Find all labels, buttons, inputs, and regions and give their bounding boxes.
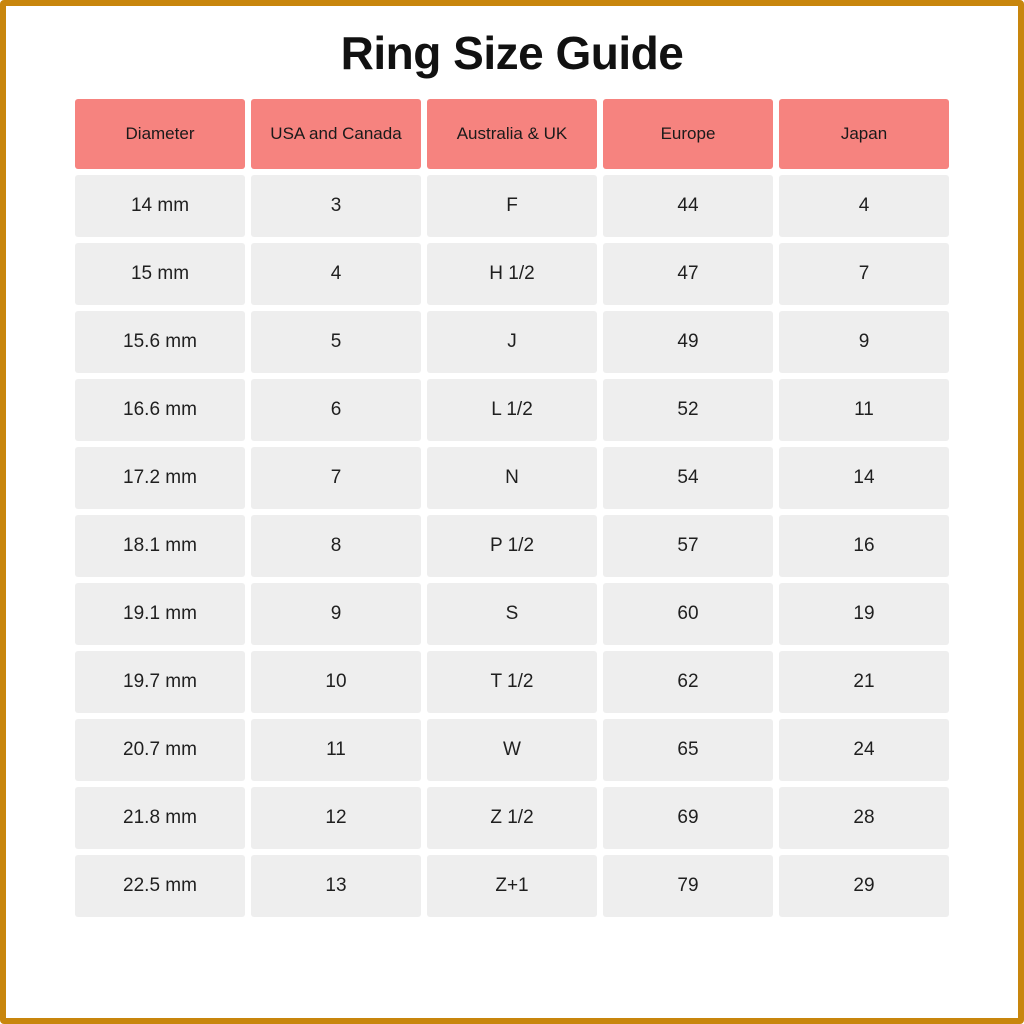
ring-size-table [69, 93, 955, 923]
cell-europe: 69 [603, 787, 773, 849]
cell-japan: 14 [779, 447, 949, 509]
column-header-europe: Europe [603, 99, 773, 169]
cell-diameter: 19.7 mm [75, 651, 245, 713]
table-row [75, 787, 949, 849]
table-row [75, 447, 949, 509]
table-row [75, 651, 949, 713]
table-row [75, 379, 949, 441]
cell-diameter: 16.6 mm [75, 379, 245, 441]
cell-japan: 7 [779, 243, 949, 305]
cell-usa-canada: 11 [251, 719, 421, 781]
cell-europe: 52 [603, 379, 773, 441]
cell-usa-canada: 6 [251, 379, 421, 441]
table-header [75, 99, 949, 169]
cell-japan: 11 [779, 379, 949, 441]
cell-australia-uk: Z 1/2 [427, 787, 597, 849]
cell-japan: 28 [779, 787, 949, 849]
table-row [75, 243, 949, 305]
cell-usa-canada: 12 [251, 787, 421, 849]
cell-usa-canada: 10 [251, 651, 421, 713]
cell-europe: 44 [603, 175, 773, 237]
cell-diameter: 15.6 mm [75, 311, 245, 373]
cell-australia-uk: W [427, 719, 597, 781]
column-header-japan: Japan [779, 99, 949, 169]
page-content [9, 9, 1015, 1015]
cell-australia-uk: P 1/2 [427, 515, 597, 577]
cell-japan: 21 [779, 651, 949, 713]
cell-europe: 65 [603, 719, 773, 781]
cell-usa-canada: 3 [251, 175, 421, 237]
table-row [75, 583, 949, 645]
cell-australia-uk: N [427, 447, 597, 509]
table-header-row [75, 99, 949, 169]
cell-australia-uk: S [427, 583, 597, 645]
cell-australia-uk: F [427, 175, 597, 237]
cell-usa-canada: 9 [251, 583, 421, 645]
cell-usa-canada: 4 [251, 243, 421, 305]
table-row [75, 855, 949, 917]
cell-diameter: 14 mm [75, 175, 245, 237]
cell-diameter: 21.8 mm [75, 787, 245, 849]
table-row [75, 515, 949, 577]
cell-usa-canada: 13 [251, 855, 421, 917]
cell-australia-uk: L 1/2 [427, 379, 597, 441]
table-row [75, 175, 949, 237]
cell-diameter: 22.5 mm [75, 855, 245, 917]
table-row [75, 311, 949, 373]
column-header-diameter: Diameter [75, 99, 245, 169]
cell-australia-uk: Z+1 [427, 855, 597, 917]
cell-japan: 4 [779, 175, 949, 237]
cell-japan: 29 [779, 855, 949, 917]
column-header-australia-uk: Australia & UK [427, 99, 597, 169]
cell-usa-canada: 7 [251, 447, 421, 509]
cell-diameter: 20.7 mm [75, 719, 245, 781]
cell-japan: 9 [779, 311, 949, 373]
cell-diameter: 19.1 mm [75, 583, 245, 645]
cell-japan: 19 [779, 583, 949, 645]
cell-diameter: 17.2 mm [75, 447, 245, 509]
cell-australia-uk: T 1/2 [427, 651, 597, 713]
page-title: Ring Size Guide [340, 27, 684, 79]
cell-japan: 24 [779, 719, 949, 781]
cell-europe: 79 [603, 855, 773, 917]
cell-usa-canada: 5 [251, 311, 421, 373]
cell-europe: 60 [603, 583, 773, 645]
cell-japan: 16 [779, 515, 949, 577]
cell-australia-uk: H 1/2 [427, 243, 597, 305]
cell-europe: 49 [603, 311, 773, 373]
cell-australia-uk: J [427, 311, 597, 373]
table-row [75, 719, 949, 781]
column-header-usa-canada: USA and Canada [251, 99, 421, 169]
cell-europe: 57 [603, 515, 773, 577]
cell-diameter: 18.1 mm [75, 515, 245, 577]
cell-europe: 54 [603, 447, 773, 509]
cell-diameter: 15 mm [75, 243, 245, 305]
cell-usa-canada: 8 [251, 515, 421, 577]
table-body [75, 175, 949, 917]
cell-europe: 47 [603, 243, 773, 305]
cell-europe: 62 [603, 651, 773, 713]
